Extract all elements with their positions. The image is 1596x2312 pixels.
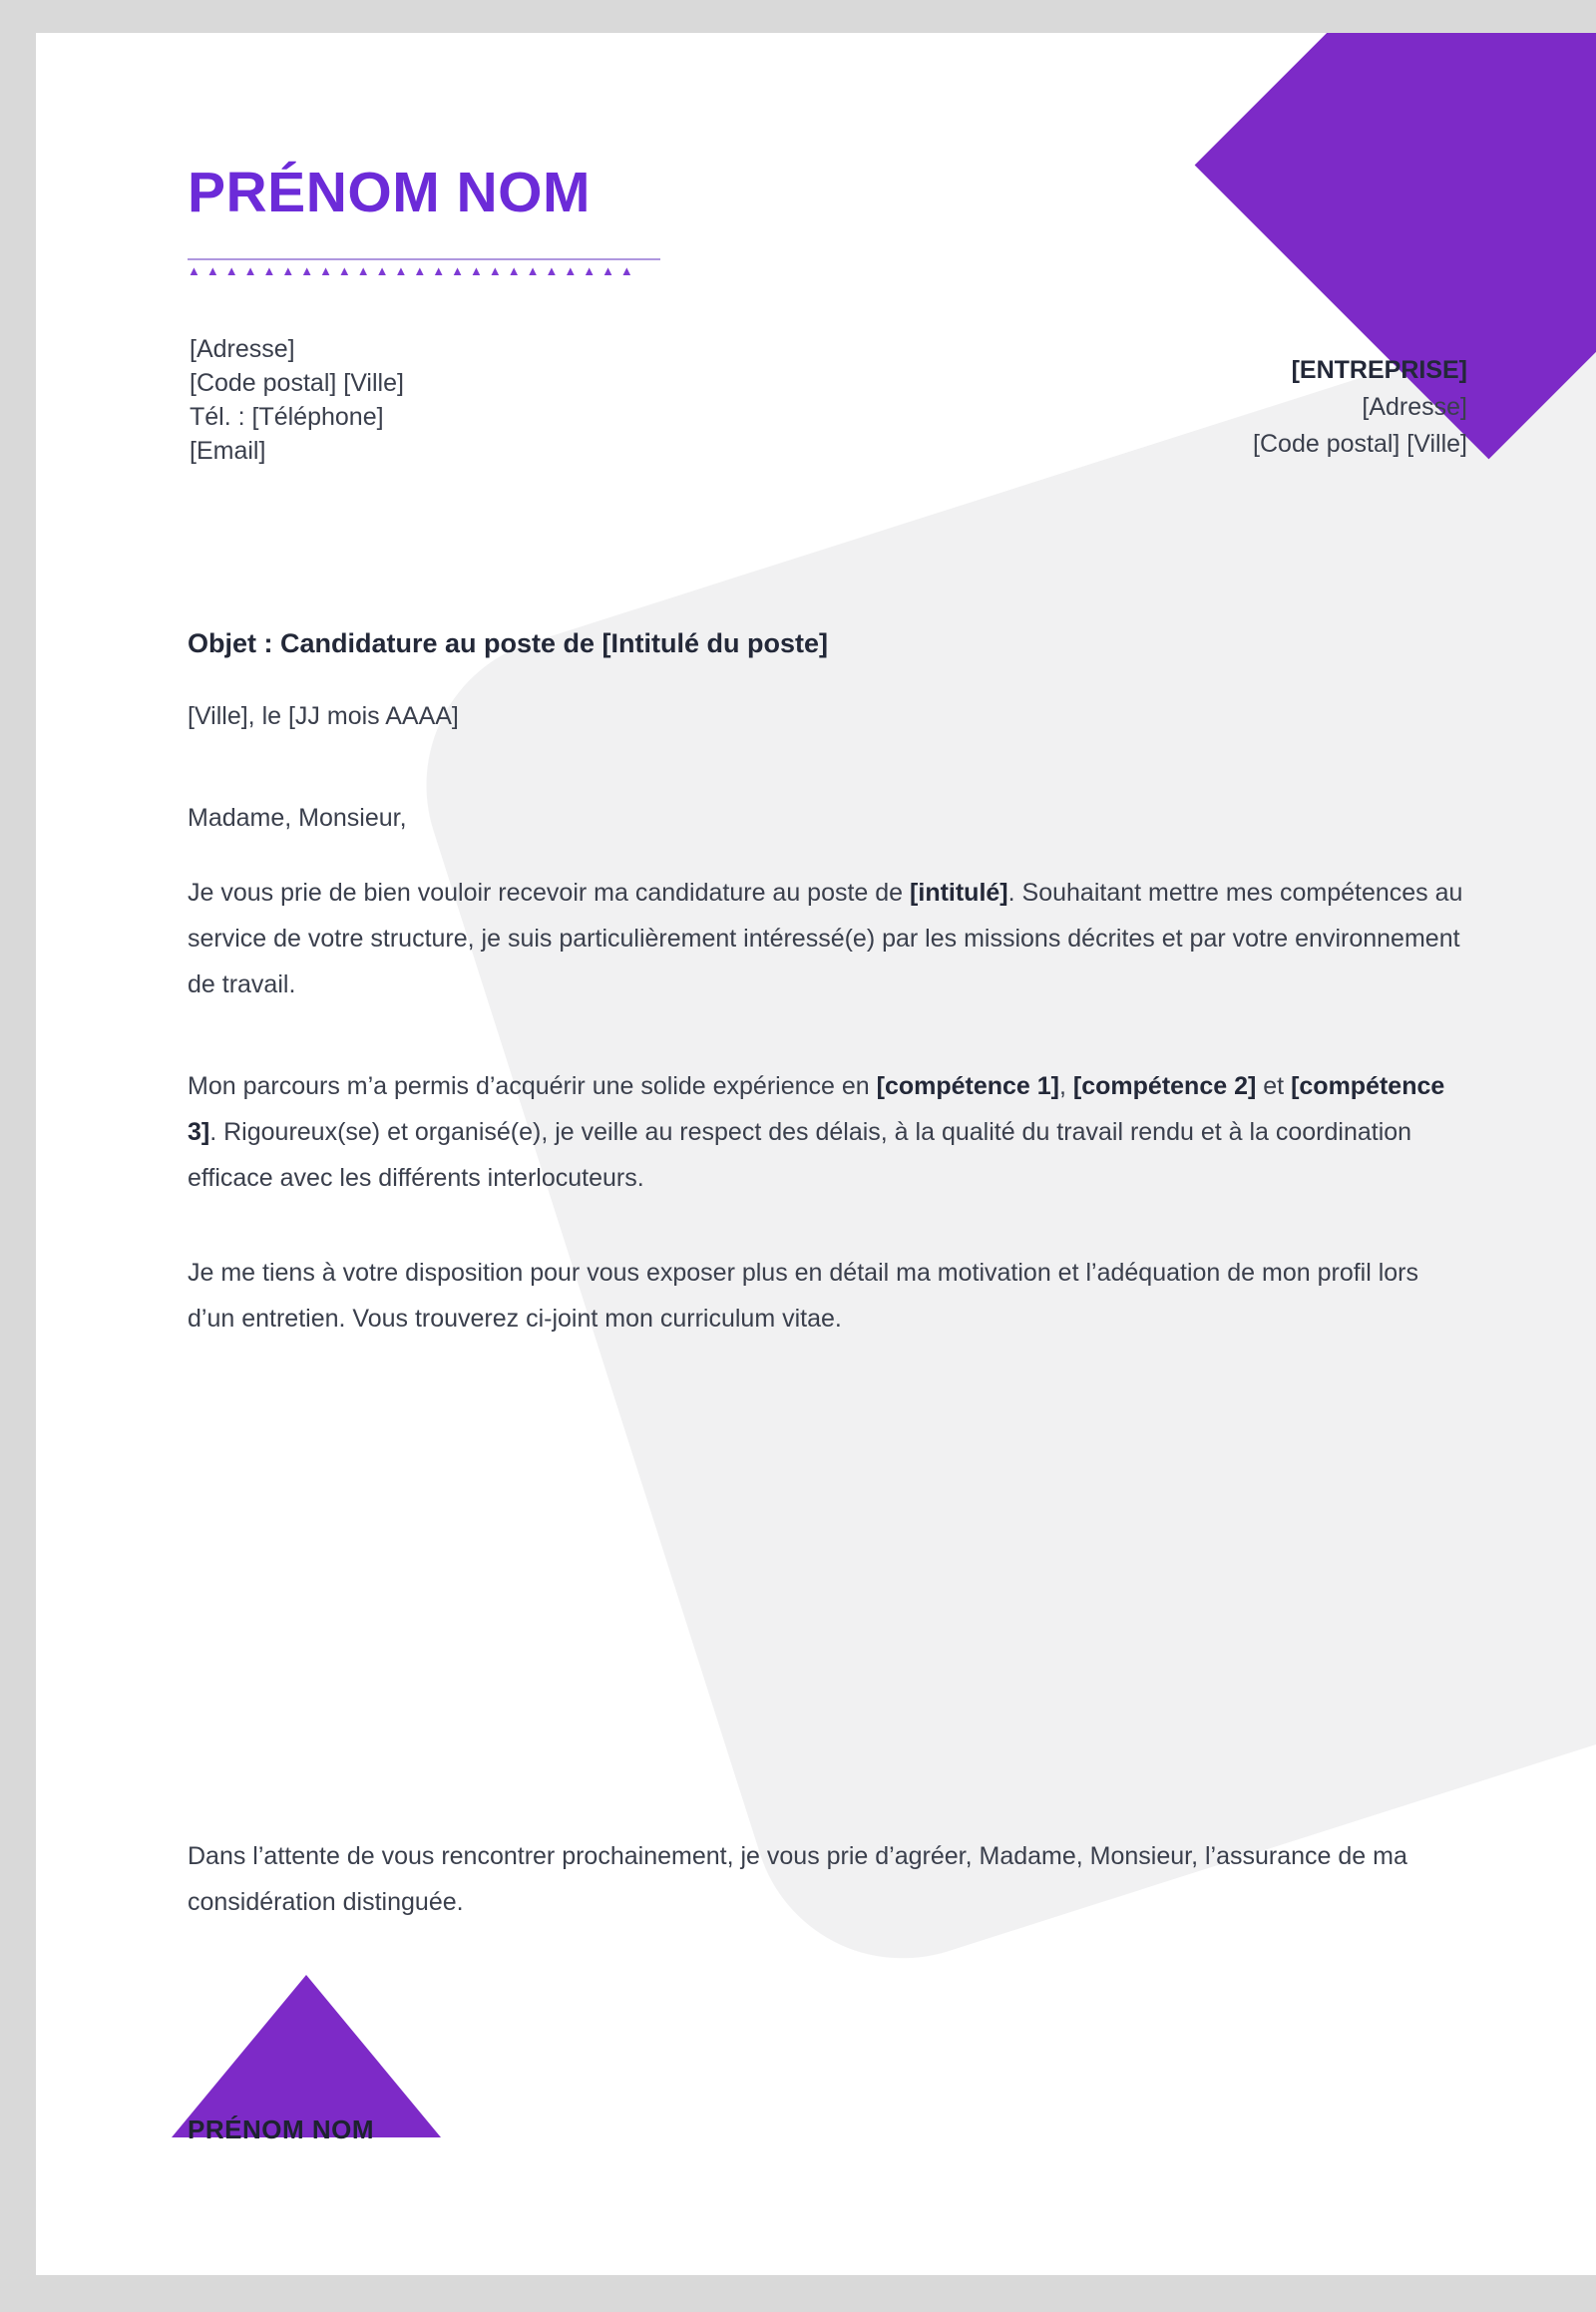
signature-triangle-shape — [172, 1975, 441, 2137]
recipient-address-line: [Adresse] — [1362, 393, 1467, 421]
signature-name: PRÉNOM NOM — [188, 2115, 374, 2144]
body-paragraph-3: Je me tiens à votre disposition pour vous exposer plus en détail ma motivation et l’adéquation de mon profil lors d’un entretien. Vous trouverez ci-joint mon curriculum vitae. — [188, 1259, 1419, 1333]
date-place-line: [Ville], le [JJ mois AAAA] — [188, 702, 459, 730]
sender-phone-line: Tél. : [Téléphone] — [190, 403, 384, 431]
subject-line: Objet : Candidature au poste de [Intitulé du poste] — [188, 628, 829, 658]
closing-paragraph: Dans l’attente de vous rencontrer prochainement, je vous prie d’agréer, Madame, Monsieur, l’assurance de ma considération distinguée. — [188, 1842, 1407, 1916]
title-rule — [188, 258, 660, 260]
recipient-company: [ENTREPRISE] — [1291, 356, 1467, 384]
salutation: Madame, Monsieur, — [188, 804, 407, 832]
page-title: PRÉNOM NOM — [188, 161, 591, 224]
body-paragraph-1: Je vous prie de bien vouloir recevoir ma candidature au poste de [intitulé]. Souhaitant mettre mes compétences au service de votre structure, je suis particulièrement intéressé(e) par les missions décrites et par votre environnement de travail. — [188, 879, 1463, 998]
sender-address-block — [190, 332, 404, 468]
recipient-city-line: [Code postal] [Ville] — [1253, 430, 1467, 458]
zigzag-decoration: ▲▲▲▲▲▲▲▲▲▲▲▲▲▲▲▲▲▲▲▲▲▲▲▲ — [188, 263, 639, 278]
body-paragraph-2: Mon parcours m’a permis d’acquérir une solide expérience en [compétence 1], [compétence 2] et [compétence 3]. Rigoureux(se) et organisé(e), je veille au respect des délais, à la qualité du travail rendu et à la coordination efficace avec les différents interlocuteurs. — [188, 1072, 1445, 1192]
sender-email-line: [Email] — [190, 437, 266, 465]
recipient-address-block — [1253, 352, 1467, 463]
sender-city-line: [Code postal] [Ville] — [190, 369, 404, 397]
sender-address-line: [Adresse] — [190, 335, 295, 363]
